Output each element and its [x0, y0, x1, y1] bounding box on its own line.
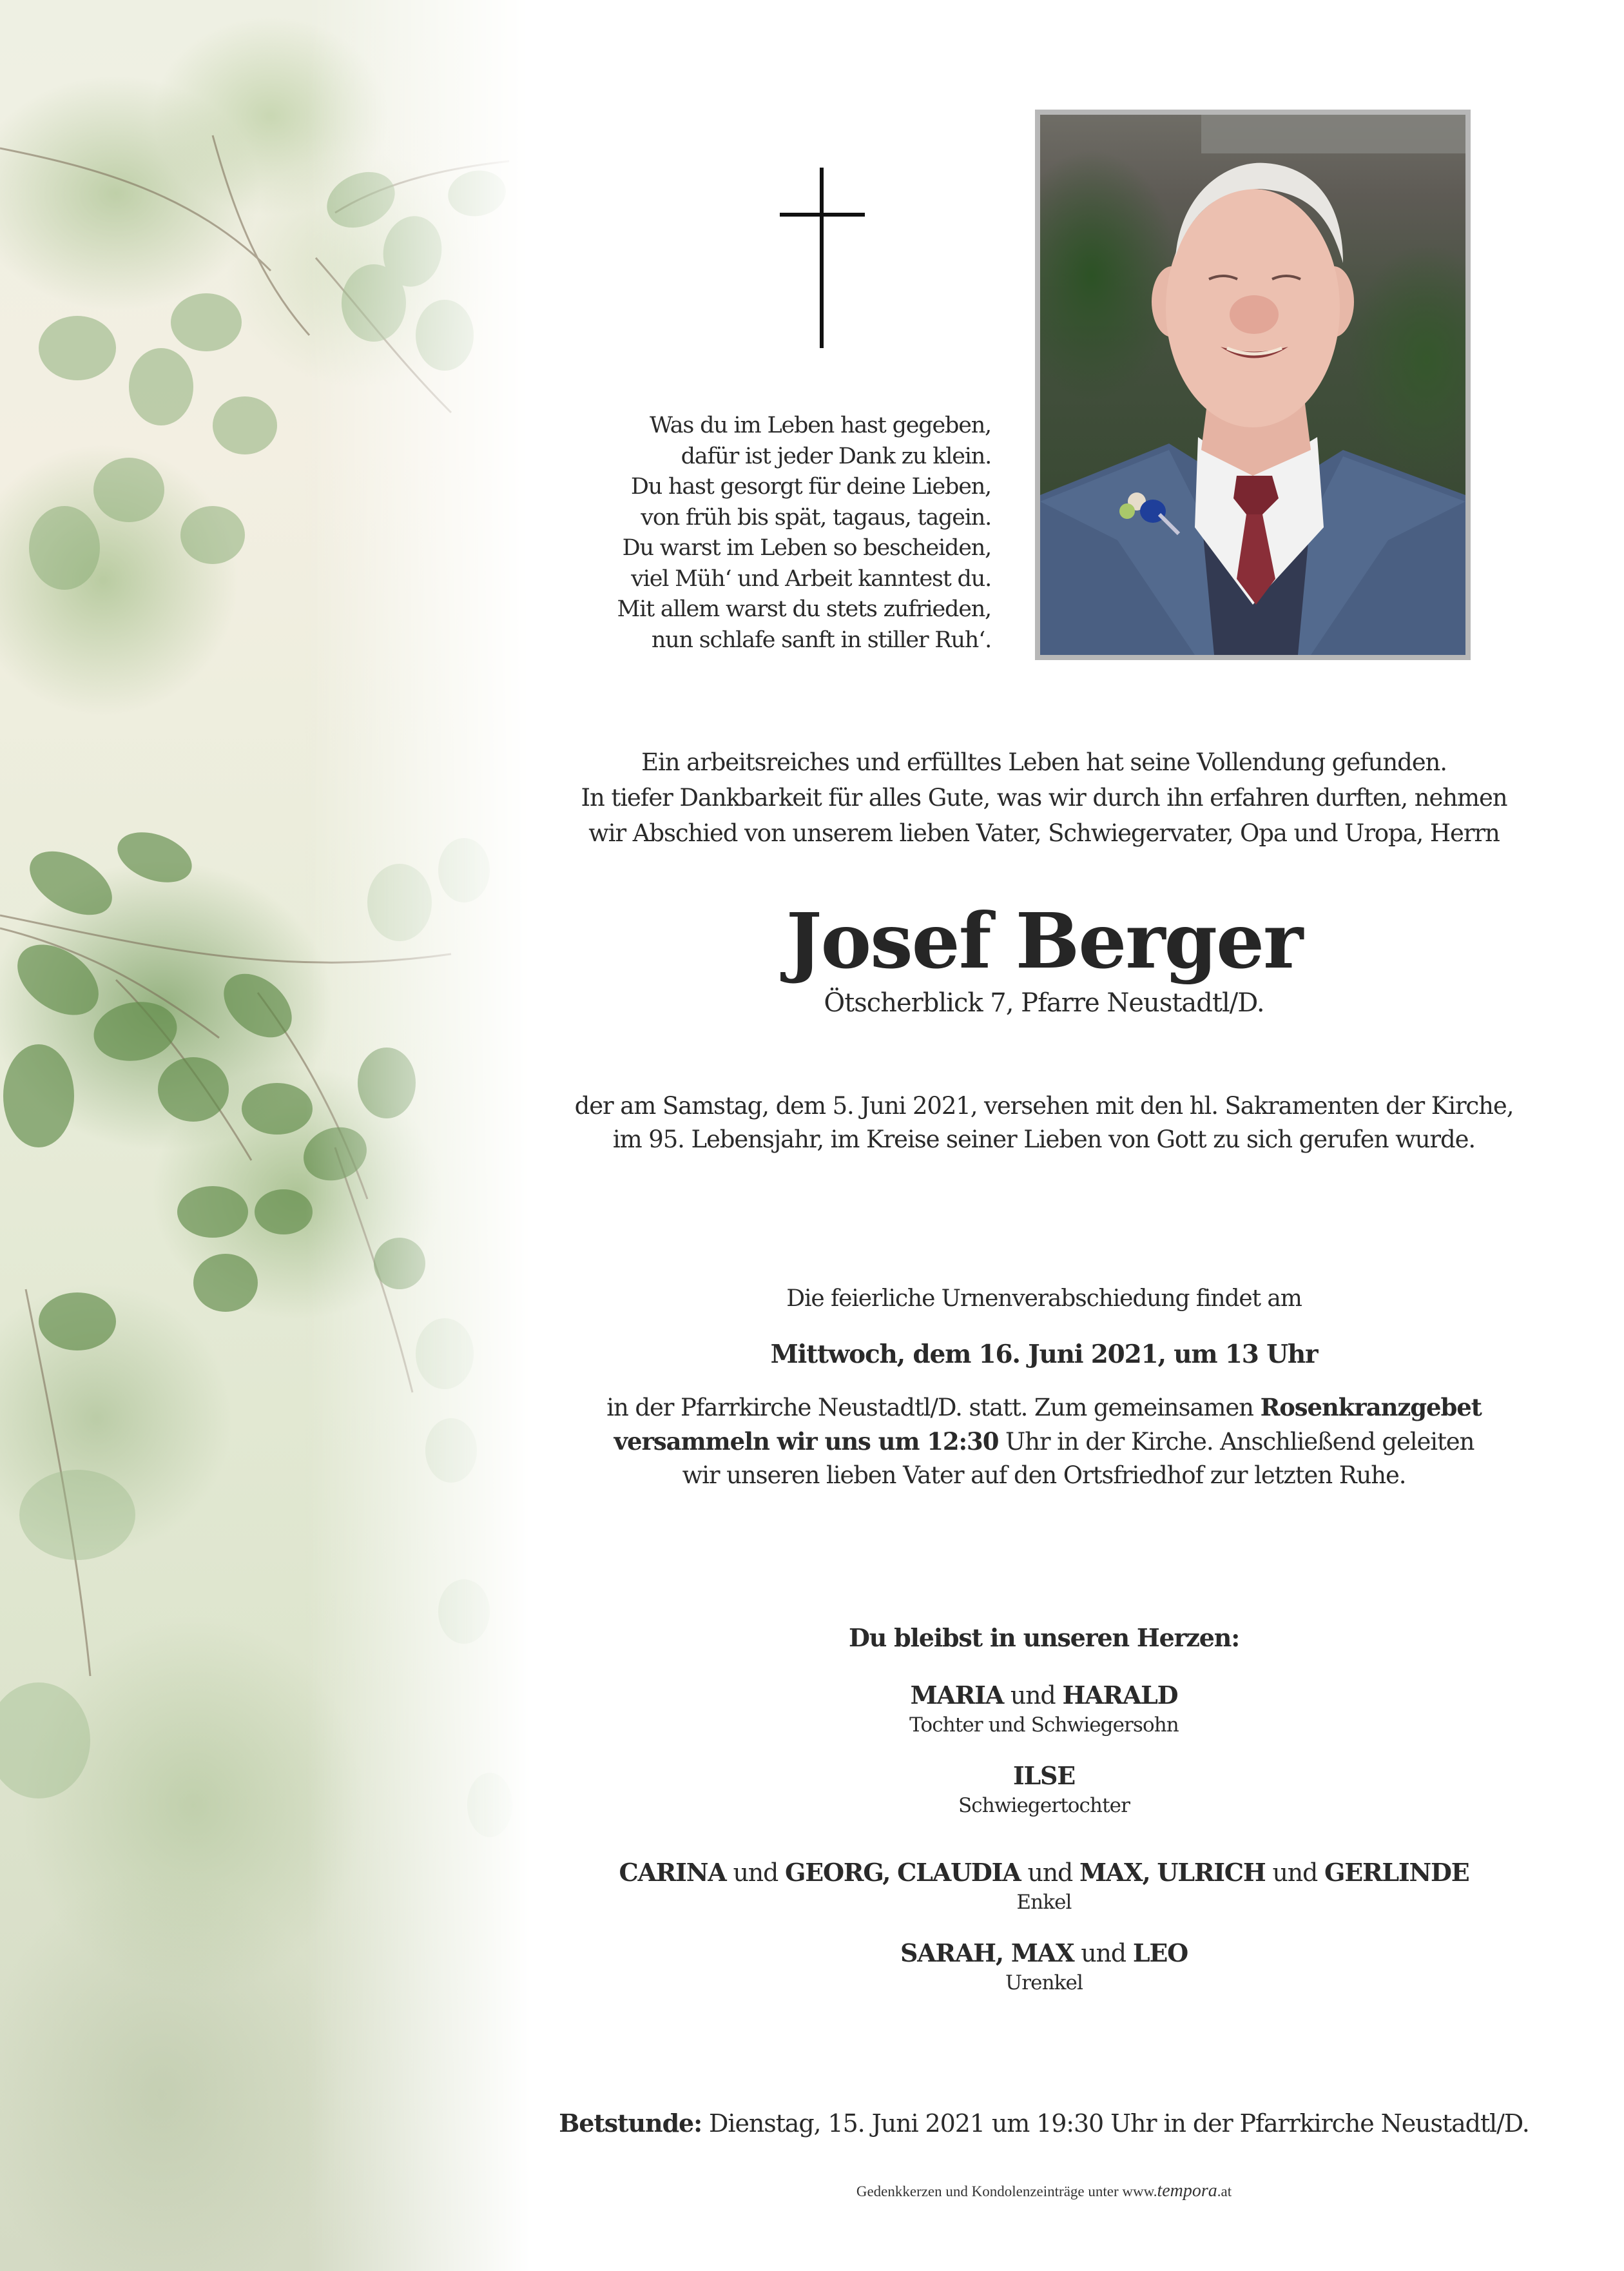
ceremony-text: in der Pfarrkirche Neustadtl/D. statt. Zum gemeinsamen [606, 1394, 1261, 1421]
white-fade-overlay [0, 0, 554, 2271]
prayer-hour-label: Betstunde: [559, 2109, 702, 2138]
death-notice [528, 1089, 1560, 1156]
mourner-names [528, 1679, 1560, 1711]
intro-line: wir Abschied von unserem lieben Vater, Schwiegervater, Opa und Uropa, Herrn [588, 819, 1500, 847]
footer-tld: .at [1217, 2183, 1232, 2199]
decorative-leaf-background [0, 0, 554, 2271]
ceremony-line-1 [528, 1390, 1560, 1425]
conjunction: und [733, 1858, 778, 1887]
poem-line: Mit allem warst du stets zufrieden, [617, 596, 991, 622]
ceremony-details [528, 1390, 1560, 1492]
ceremony-intro: Die feierliche Urnenverabschiedung findet am [786, 1285, 1302, 1312]
ceremony-line-2 [528, 1425, 1560, 1459]
ceremony-text: Uhr in der Kirche. Anschließend geleiten [998, 1428, 1474, 1456]
mourner-name: SARAH, MAX [900, 1938, 1074, 1967]
mourner-group [528, 1857, 1560, 1916]
poem-line: Was du im Leben hast gegeben, [650, 413, 991, 438]
mourner-group [528, 1679, 1560, 1739]
intro-line: In tiefer Dankbarkeit für alles Gute, was wir durch ihn erfahren durften, nehmen [581, 784, 1507, 812]
ceremony-line-3: wir unseren lieben Vater auf den Ortsfriedhof zur letzten Ruhe. [682, 1461, 1406, 1489]
footer-text: Gedenkkerzen und Kondolenzeinträge unter www. [856, 2183, 1157, 2199]
conjunction: und [1081, 1939, 1126, 1967]
mourner-name: GEORG, [785, 1858, 891, 1887]
poem-line: viel Müh‘ und Arbeit kanntest du. [631, 565, 991, 592]
poem-line: Du hast gesorgt für deine Lieben, [630, 474, 991, 500]
conjunction: und [1272, 1858, 1318, 1887]
poem-line: nun schlafe sanft in stiller Ruh‘. [651, 627, 991, 653]
mourner-role: Enkel [1016, 1891, 1072, 1914]
mourner-role: Tochter und Schwiegersohn [909, 1713, 1179, 1737]
mourner-names [528, 1857, 1560, 1889]
footer-note [528, 2181, 1560, 2202]
ceremony-date: Mittwoch, dem 16. Juni 2021, um 13 Uhr [770, 1340, 1318, 1369]
conjunction: und [1010, 1681, 1056, 1710]
prayer-hour-notice [528, 2107, 1560, 2140]
intro-line: Ein arbeitsreiches und erfülltes Leben hat seine Vollendung gefunden. [641, 748, 1447, 776]
poem-line: Du warst im Leben so bescheiden, [622, 535, 991, 561]
conjunction: und [1027, 1858, 1073, 1887]
mourner-name: CARINA [619, 1858, 726, 1887]
cross-vertical-bar [820, 168, 824, 348]
portrait-photo-frame [1035, 110, 1471, 660]
mourner-name: MAX, [1079, 1858, 1150, 1887]
deceased-address: Ötscherblick 7, Pfarre Neustadtl/D. [824, 988, 1264, 1018]
mourner-name: CLAUDIA [897, 1858, 1021, 1887]
rosary-emphasis: Rosenkranzgebet [1260, 1393, 1482, 1421]
mourners-heading: Du bleibst in unseren Herzen: [848, 1623, 1240, 1652]
cross-horizontal-bar [780, 213, 865, 217]
poem-line: von früh bis spät, tagaus, tagein. [641, 504, 991, 531]
mourner-name: MARIA [910, 1681, 1003, 1710]
mourner-name: ULRICH [1157, 1858, 1266, 1887]
mourner-name: HARALD [1062, 1681, 1178, 1710]
mourner-role: Schwiegertochter [958, 1794, 1130, 1817]
memorial-poem [540, 411, 991, 656]
mourner-name: GERLINDE [1324, 1858, 1469, 1887]
intro-paragraph [528, 745, 1560, 851]
portrait-photo [1040, 115, 1465, 655]
death-notice-line: im 95. Lebensjahr, im Kreise seiner Lieben von Gott zu sich gerufen wurde. [612, 1126, 1476, 1153]
portrait-illustration [1040, 115, 1465, 655]
deceased-name: Josef Berger [786, 896, 1302, 986]
footer-brand-link[interactable]: tempora [1157, 2181, 1217, 2201]
rosary-time-emphasis: versammeln wir uns um 12:30 [614, 1427, 999, 1456]
mourner-group [528, 1760, 1560, 1819]
mourner-names [528, 1937, 1560, 1969]
mourner-names [528, 1760, 1560, 1792]
mourner-name: LEO [1132, 1938, 1188, 1967]
mourner-role: Urenkel [1005, 1971, 1083, 1994]
death-notice-line: der am Samstag, dem 5. Juni 2021, versehen mit den hl. Sakramenten der Kirche, [574, 1092, 1514, 1120]
poem-line: dafür ist jeder Dank zu klein. [681, 443, 991, 469]
mourner-name: ILSE [1012, 1761, 1076, 1790]
mourner-group [528, 1937, 1560, 1996]
cross-icon [780, 168, 865, 348]
prayer-hour-text: Dienstag, 15. Juni 2021 um 19:30 Uhr in der Pfarrkirche Neustadtl/D. [702, 2109, 1529, 2138]
